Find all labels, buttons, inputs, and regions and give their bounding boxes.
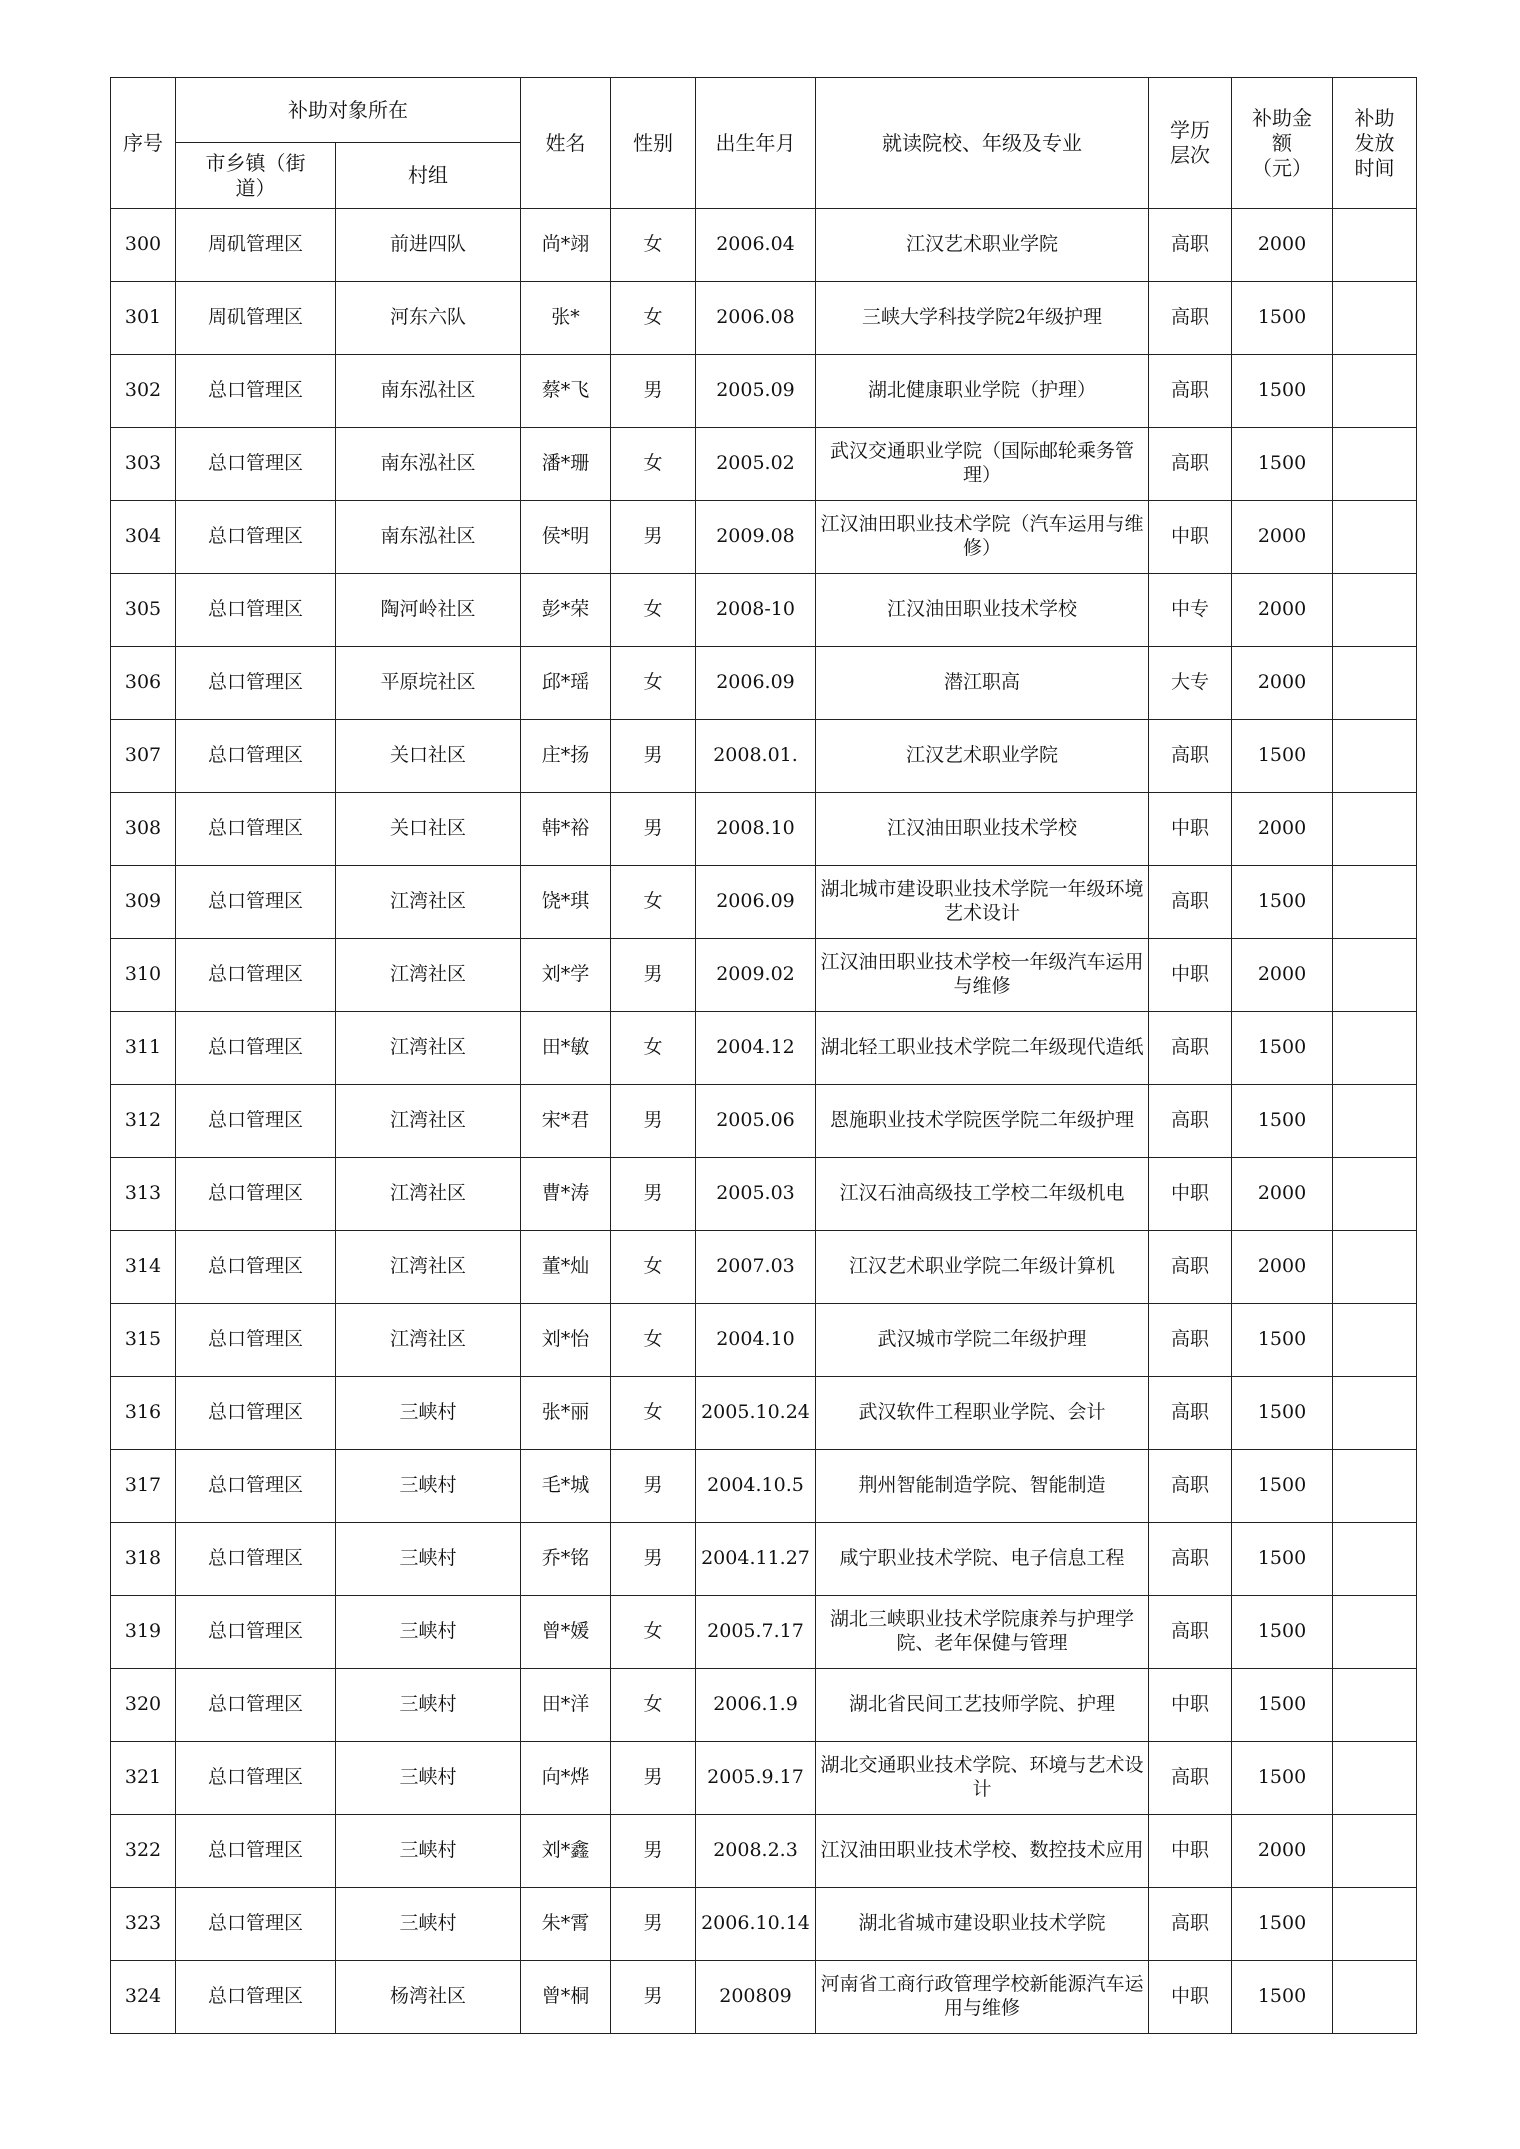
cell-release-time xyxy=(1333,1523,1417,1596)
cell-township: 总口管理区 xyxy=(176,1231,336,1304)
cell-village: 三峡村 xyxy=(336,1377,521,1450)
cell-amount: 2000 xyxy=(1232,1158,1333,1231)
cell-township: 总口管理区 xyxy=(176,1012,336,1085)
cell-township: 总口管理区 xyxy=(176,1304,336,1377)
cell-amount: 1500 xyxy=(1232,1377,1333,1450)
cell-village: 南东泓社区 xyxy=(336,501,521,574)
cell-release-time xyxy=(1333,1158,1417,1231)
cell-township: 总口管理区 xyxy=(176,501,336,574)
table-row xyxy=(111,1523,1417,1596)
cell-gender: 女 xyxy=(611,428,696,501)
cell-township: 总口管理区 xyxy=(176,428,336,501)
cell-amount: 1500 xyxy=(1232,1012,1333,1085)
cell-birth: 2005.03 xyxy=(696,1158,816,1231)
cell-release-time xyxy=(1333,1085,1417,1158)
cell-education: 高职 xyxy=(1149,428,1232,501)
cell-amount: 1500 xyxy=(1232,1304,1333,1377)
cell-education: 高职 xyxy=(1149,355,1232,428)
cell-name: 毛*城 xyxy=(521,1450,611,1523)
cell-release-time xyxy=(1333,1742,1417,1815)
cell-release-time xyxy=(1333,1669,1417,1742)
cell-township: 总口管理区 xyxy=(176,647,336,720)
cell-education: 高职 xyxy=(1149,1231,1232,1304)
cell-village: 三峡村 xyxy=(336,1450,521,1523)
cell-education: 高职 xyxy=(1149,209,1232,282)
cell-amount: 2000 xyxy=(1232,793,1333,866)
cell-village: 江湾社区 xyxy=(336,1085,521,1158)
cell-amount: 1500 xyxy=(1232,1085,1333,1158)
header-village: 村组 xyxy=(336,143,521,209)
cell-school: 三峡大学科技学院2年级护理 xyxy=(816,282,1149,355)
header-amount: 补助金额（元） xyxy=(1232,78,1333,209)
cell-township: 总口管理区 xyxy=(176,1669,336,1742)
cell-township: 总口管理区 xyxy=(176,1596,336,1669)
cell-amount: 2000 xyxy=(1232,647,1333,720)
cell-name: 侯*明 xyxy=(521,501,611,574)
cell-birth: 2005.9.17 xyxy=(696,1742,816,1815)
cell-township: 总口管理区 xyxy=(176,1815,336,1888)
cell-release-time xyxy=(1333,1888,1417,1961)
cell-gender: 女 xyxy=(611,1231,696,1304)
cell-name: 向*烨 xyxy=(521,1742,611,1815)
cell-birth: 2005.7.17 xyxy=(696,1596,816,1669)
cell-township: 总口管理区 xyxy=(176,1085,336,1158)
cell-school: 湖北省城市建设职业技术学院 xyxy=(816,1888,1149,1961)
cell-village: 江湾社区 xyxy=(336,866,521,939)
cell-school: 江汉油田职业技术学校 xyxy=(816,574,1149,647)
cell-school: 潜江职高 xyxy=(816,647,1149,720)
cell-school: 江汉油田职业技术学校、数控技术应用 xyxy=(816,1815,1149,1888)
cell-gender: 女 xyxy=(611,1377,696,1450)
table-row xyxy=(111,282,1417,355)
cell-release-time xyxy=(1333,355,1417,428)
cell-index: 302 xyxy=(111,355,176,428)
cell-school: 湖北轻工职业技术学院二年级现代造纸 xyxy=(816,1012,1149,1085)
cell-gender: 女 xyxy=(611,282,696,355)
cell-education: 高职 xyxy=(1149,1304,1232,1377)
cell-gender: 男 xyxy=(611,1158,696,1231)
table-row xyxy=(111,1231,1417,1304)
cell-amount: 1500 xyxy=(1232,1596,1333,1669)
cell-school: 江汉艺术职业学院 xyxy=(816,720,1149,793)
cell-school: 湖北省民间工艺技师学院、护理 xyxy=(816,1669,1149,1742)
cell-birth: 2006.09 xyxy=(696,647,816,720)
cell-school: 江汉石油高级技工学校二年级机电 xyxy=(816,1158,1149,1231)
cell-birth: 2009.08 xyxy=(696,501,816,574)
cell-education: 高职 xyxy=(1149,1596,1232,1669)
cell-release-time xyxy=(1333,428,1417,501)
cell-index: 313 xyxy=(111,1158,176,1231)
cell-education: 高职 xyxy=(1149,720,1232,793)
cell-birth: 2004.11.27 xyxy=(696,1523,816,1596)
cell-school: 武汉软件工程职业学院、会计 xyxy=(816,1377,1149,1450)
cell-gender: 男 xyxy=(611,939,696,1012)
cell-township: 总口管理区 xyxy=(176,720,336,793)
cell-name: 曾*桐 xyxy=(521,1961,611,2034)
cell-amount: 1500 xyxy=(1232,1450,1333,1523)
table-row xyxy=(111,1669,1417,1742)
cell-village: 关口社区 xyxy=(336,793,521,866)
header-release-time: 补助发放时间 xyxy=(1333,78,1417,209)
cell-education: 中职 xyxy=(1149,501,1232,574)
cell-school: 湖北交通职业技术学院、环境与艺术设计 xyxy=(816,1742,1149,1815)
cell-village: 河东六队 xyxy=(336,282,521,355)
table-row xyxy=(111,793,1417,866)
cell-school: 江汉艺术职业学院二年级计算机 xyxy=(816,1231,1149,1304)
cell-township: 总口管理区 xyxy=(176,1450,336,1523)
cell-village: 南东泓社区 xyxy=(336,355,521,428)
cell-name: 张*丽 xyxy=(521,1377,611,1450)
cell-name: 饶*琪 xyxy=(521,866,611,939)
cell-school: 湖北城市建设职业技术学院一年级环境艺术设计 xyxy=(816,866,1149,939)
cell-gender: 女 xyxy=(611,574,696,647)
cell-gender: 女 xyxy=(611,1304,696,1377)
cell-gender: 男 xyxy=(611,1450,696,1523)
cell-name: 邱*瑶 xyxy=(521,647,611,720)
cell-village: 前进四队 xyxy=(336,209,521,282)
cell-birth: 2006.1.9 xyxy=(696,1669,816,1742)
cell-education: 高职 xyxy=(1149,1085,1232,1158)
cell-village: 江湾社区 xyxy=(336,1231,521,1304)
cell-school: 武汉城市学院二年级护理 xyxy=(816,1304,1149,1377)
table-row xyxy=(111,1450,1417,1523)
cell-index: 323 xyxy=(111,1888,176,1961)
cell-education: 高职 xyxy=(1149,1742,1232,1815)
cell-birth: 2008.2.3 xyxy=(696,1815,816,1888)
cell-index: 321 xyxy=(111,1742,176,1815)
cell-gender: 女 xyxy=(611,1596,696,1669)
cell-birth: 2004.10.5 xyxy=(696,1450,816,1523)
cell-release-time xyxy=(1333,1231,1417,1304)
cell-birth: 2005.06 xyxy=(696,1085,816,1158)
cell-name: 庄*扬 xyxy=(521,720,611,793)
cell-school: 江汉油田职业技术学院（汽车运用与维修） xyxy=(816,501,1149,574)
cell-education: 中职 xyxy=(1149,939,1232,1012)
cell-index: 315 xyxy=(111,1304,176,1377)
table-row xyxy=(111,1304,1417,1377)
cell-birth: 2005.09 xyxy=(696,355,816,428)
cell-village: 江湾社区 xyxy=(336,1304,521,1377)
cell-index: 318 xyxy=(111,1523,176,1596)
cell-township: 总口管理区 xyxy=(176,793,336,866)
cell-release-time xyxy=(1333,501,1417,574)
cell-gender: 男 xyxy=(611,1888,696,1961)
cell-index: 316 xyxy=(111,1377,176,1450)
cell-index: 303 xyxy=(111,428,176,501)
cell-name: 曹*涛 xyxy=(521,1158,611,1231)
cell-village: 三峡村 xyxy=(336,1669,521,1742)
cell-index: 304 xyxy=(111,501,176,574)
cell-amount: 2000 xyxy=(1232,209,1333,282)
table-row xyxy=(111,1815,1417,1888)
cell-township: 总口管理区 xyxy=(176,1158,336,1231)
cell-education: 高职 xyxy=(1149,282,1232,355)
table-row xyxy=(111,428,1417,501)
cell-birth: 2009.02 xyxy=(696,939,816,1012)
cell-name: 刘*怡 xyxy=(521,1304,611,1377)
cell-education: 高职 xyxy=(1149,866,1232,939)
cell-gender: 男 xyxy=(611,1815,696,1888)
cell-school: 咸宁职业技术学院、电子信息工程 xyxy=(816,1523,1149,1596)
cell-index: 320 xyxy=(111,1669,176,1742)
cell-school: 湖北三峡职业技术学院康养与护理学院、老年保健与管理 xyxy=(816,1596,1149,1669)
cell-gender: 女 xyxy=(611,1012,696,1085)
header-index: 序号 xyxy=(111,78,176,209)
cell-release-time xyxy=(1333,1377,1417,1450)
cell-name: 刘*鑫 xyxy=(521,1815,611,1888)
header-school: 就读院校、年级及专业 xyxy=(816,78,1149,209)
table-row xyxy=(111,1085,1417,1158)
cell-gender: 男 xyxy=(611,1961,696,2034)
cell-gender: 男 xyxy=(611,1742,696,1815)
cell-amount: 1500 xyxy=(1232,282,1333,355)
cell-village: 三峡村 xyxy=(336,1596,521,1669)
cell-school: 湖北健康职业学院（护理） xyxy=(816,355,1149,428)
table-row xyxy=(111,1596,1417,1669)
cell-education: 高职 xyxy=(1149,1377,1232,1450)
cell-name: 蔡*飞 xyxy=(521,355,611,428)
table-row xyxy=(111,1888,1417,1961)
cell-name: 宋*君 xyxy=(521,1085,611,1158)
cell-release-time xyxy=(1333,939,1417,1012)
table-row xyxy=(111,1158,1417,1231)
cell-township: 总口管理区 xyxy=(176,1523,336,1596)
cell-amount: 1500 xyxy=(1232,1961,1333,2034)
cell-amount: 2000 xyxy=(1232,501,1333,574)
cell-village: 关口社区 xyxy=(336,720,521,793)
cell-village: 江湾社区 xyxy=(336,1012,521,1085)
cell-amount: 2000 xyxy=(1232,939,1333,1012)
cell-school: 恩施职业技术学院医学院二年级护理 xyxy=(816,1085,1149,1158)
cell-release-time xyxy=(1333,793,1417,866)
cell-name: 尚*翊 xyxy=(521,209,611,282)
cell-township: 总口管理区 xyxy=(176,1742,336,1815)
cell-index: 308 xyxy=(111,793,176,866)
table-row xyxy=(111,866,1417,939)
cell-school: 江汉油田职业技术学校一年级汽车运用与维修 xyxy=(816,939,1149,1012)
table-row xyxy=(111,209,1417,282)
cell-education: 高职 xyxy=(1149,1012,1232,1085)
cell-birth: 200809 xyxy=(696,1961,816,2034)
cell-gender: 女 xyxy=(611,647,696,720)
header-township: 市乡镇（街道） xyxy=(176,143,336,209)
cell-birth: 2004.12 xyxy=(696,1012,816,1085)
cell-name: 彭*荣 xyxy=(521,574,611,647)
cell-education: 中职 xyxy=(1149,793,1232,866)
cell-township: 总口管理区 xyxy=(176,355,336,428)
cell-release-time xyxy=(1333,1815,1417,1888)
cell-gender: 女 xyxy=(611,209,696,282)
cell-index: 314 xyxy=(111,1231,176,1304)
cell-index: 305 xyxy=(111,574,176,647)
cell-school: 荆州智能制造学院、智能制造 xyxy=(816,1450,1149,1523)
cell-gender: 女 xyxy=(611,1669,696,1742)
cell-name: 曾*媛 xyxy=(521,1596,611,1669)
table-body xyxy=(111,209,1417,2034)
table-row xyxy=(111,1961,1417,2034)
cell-village: 江湾社区 xyxy=(336,1158,521,1231)
cell-index: 311 xyxy=(111,1012,176,1085)
cell-gender: 男 xyxy=(611,720,696,793)
cell-name: 乔*铭 xyxy=(521,1523,611,1596)
cell-township: 总口管理区 xyxy=(176,866,336,939)
cell-education: 中职 xyxy=(1149,1815,1232,1888)
cell-release-time xyxy=(1333,866,1417,939)
cell-birth: 2008.10 xyxy=(696,793,816,866)
table-row xyxy=(111,720,1417,793)
cell-township: 周矶管理区 xyxy=(176,209,336,282)
cell-name: 朱*霄 xyxy=(521,1888,611,1961)
cell-release-time xyxy=(1333,574,1417,647)
cell-birth: 2006.04 xyxy=(696,209,816,282)
cell-gender: 男 xyxy=(611,793,696,866)
cell-name: 张* xyxy=(521,282,611,355)
cell-education: 高职 xyxy=(1149,1523,1232,1596)
cell-index: 300 xyxy=(111,209,176,282)
cell-education: 中职 xyxy=(1149,1961,1232,2034)
cell-township: 总口管理区 xyxy=(176,574,336,647)
table-row xyxy=(111,355,1417,428)
cell-birth: 2008-10 xyxy=(696,574,816,647)
cell-index: 324 xyxy=(111,1961,176,2034)
cell-school: 江汉艺术职业学院 xyxy=(816,209,1149,282)
cell-education: 中职 xyxy=(1149,1669,1232,1742)
cell-school: 武汉交通职业学院（国际邮轮乘务管理） xyxy=(816,428,1149,501)
cell-birth: 2006.09 xyxy=(696,866,816,939)
cell-education: 中专 xyxy=(1149,574,1232,647)
table-row xyxy=(111,1012,1417,1085)
cell-amount: 1500 xyxy=(1232,355,1333,428)
cell-index: 301 xyxy=(111,282,176,355)
cell-index: 319 xyxy=(111,1596,176,1669)
cell-amount: 1500 xyxy=(1232,1888,1333,1961)
cell-birth: 2005.02 xyxy=(696,428,816,501)
cell-index: 312 xyxy=(111,1085,176,1158)
cell-release-time xyxy=(1333,282,1417,355)
cell-birth: 2007.03 xyxy=(696,1231,816,1304)
cell-release-time xyxy=(1333,1961,1417,2034)
header-gender: 性别 xyxy=(611,78,696,209)
cell-release-time xyxy=(1333,720,1417,793)
cell-amount: 1500 xyxy=(1232,1669,1333,1742)
cell-release-time xyxy=(1333,209,1417,282)
table-row xyxy=(111,1377,1417,1450)
cell-index: 307 xyxy=(111,720,176,793)
cell-name: 董*灿 xyxy=(521,1231,611,1304)
table-row xyxy=(111,939,1417,1012)
cell-gender: 男 xyxy=(611,501,696,574)
cell-village: 陶河岭社区 xyxy=(336,574,521,647)
cell-index: 306 xyxy=(111,647,176,720)
cell-township: 总口管理区 xyxy=(176,1961,336,2034)
cell-name: 韩*裕 xyxy=(521,793,611,866)
cell-education: 高职 xyxy=(1149,1450,1232,1523)
cell-release-time xyxy=(1333,1596,1417,1669)
cell-gender: 男 xyxy=(611,355,696,428)
cell-village: 三峡村 xyxy=(336,1523,521,1596)
cell-amount: 1500 xyxy=(1232,1742,1333,1815)
cell-index: 317 xyxy=(111,1450,176,1523)
header-location-group: 补助对象所在 xyxy=(176,78,521,143)
cell-release-time xyxy=(1333,1304,1417,1377)
cell-education: 高职 xyxy=(1149,1888,1232,1961)
cell-birth: 2006.10.14 xyxy=(696,1888,816,1961)
cell-township: 周矶管理区 xyxy=(176,282,336,355)
cell-release-time xyxy=(1333,1450,1417,1523)
cell-gender: 男 xyxy=(611,1085,696,1158)
cell-township: 总口管理区 xyxy=(176,1888,336,1961)
cell-education: 中职 xyxy=(1149,1158,1232,1231)
cell-name: 田*敏 xyxy=(521,1012,611,1085)
table-row xyxy=(111,501,1417,574)
cell-amount: 2000 xyxy=(1232,1815,1333,1888)
cell-gender: 女 xyxy=(611,866,696,939)
cell-birth: 2004.10 xyxy=(696,1304,816,1377)
cell-index: 309 xyxy=(111,866,176,939)
header-row-1 xyxy=(111,78,1417,143)
cell-index: 322 xyxy=(111,1815,176,1888)
cell-amount: 1500 xyxy=(1232,1523,1333,1596)
cell-amount: 1500 xyxy=(1232,428,1333,501)
cell-release-time xyxy=(1333,647,1417,720)
cell-name: 刘*学 xyxy=(521,939,611,1012)
cell-birth: 2006.08 xyxy=(696,282,816,355)
cell-birth: 2005.10.24 xyxy=(696,1377,816,1450)
header-name: 姓名 xyxy=(521,78,611,209)
header-education: 学历层次 xyxy=(1149,78,1232,209)
header-birth: 出生年月 xyxy=(696,78,816,209)
cell-school: 河南省工商行政管理学校新能源汽车运用与维修 xyxy=(816,1961,1149,2034)
cell-gender: 男 xyxy=(611,1523,696,1596)
cell-township: 总口管理区 xyxy=(176,1377,336,1450)
cell-village: 杨湾社区 xyxy=(336,1961,521,2034)
cell-name: 潘*珊 xyxy=(521,428,611,501)
subsidy-table xyxy=(110,77,1417,2034)
cell-village: 平原垸社区 xyxy=(336,647,521,720)
cell-amount: 2000 xyxy=(1232,1231,1333,1304)
cell-index: 310 xyxy=(111,939,176,1012)
table-row xyxy=(111,647,1417,720)
table-row xyxy=(111,574,1417,647)
cell-name: 田*洋 xyxy=(521,1669,611,1742)
cell-village: 江湾社区 xyxy=(336,939,521,1012)
cell-birth: 2008.01. xyxy=(696,720,816,793)
cell-village: 三峡村 xyxy=(336,1888,521,1961)
cell-village: 三峡村 xyxy=(336,1742,521,1815)
cell-township: 总口管理区 xyxy=(176,939,336,1012)
cell-education: 大专 xyxy=(1149,647,1232,720)
cell-release-time xyxy=(1333,1012,1417,1085)
cell-amount: 2000 xyxy=(1232,574,1333,647)
cell-amount: 1500 xyxy=(1232,866,1333,939)
cell-amount: 1500 xyxy=(1232,720,1333,793)
table-row xyxy=(111,1742,1417,1815)
cell-village: 三峡村 xyxy=(336,1815,521,1888)
cell-school: 江汉油田职业技术学校 xyxy=(816,793,1149,866)
cell-village: 南东泓社区 xyxy=(336,428,521,501)
